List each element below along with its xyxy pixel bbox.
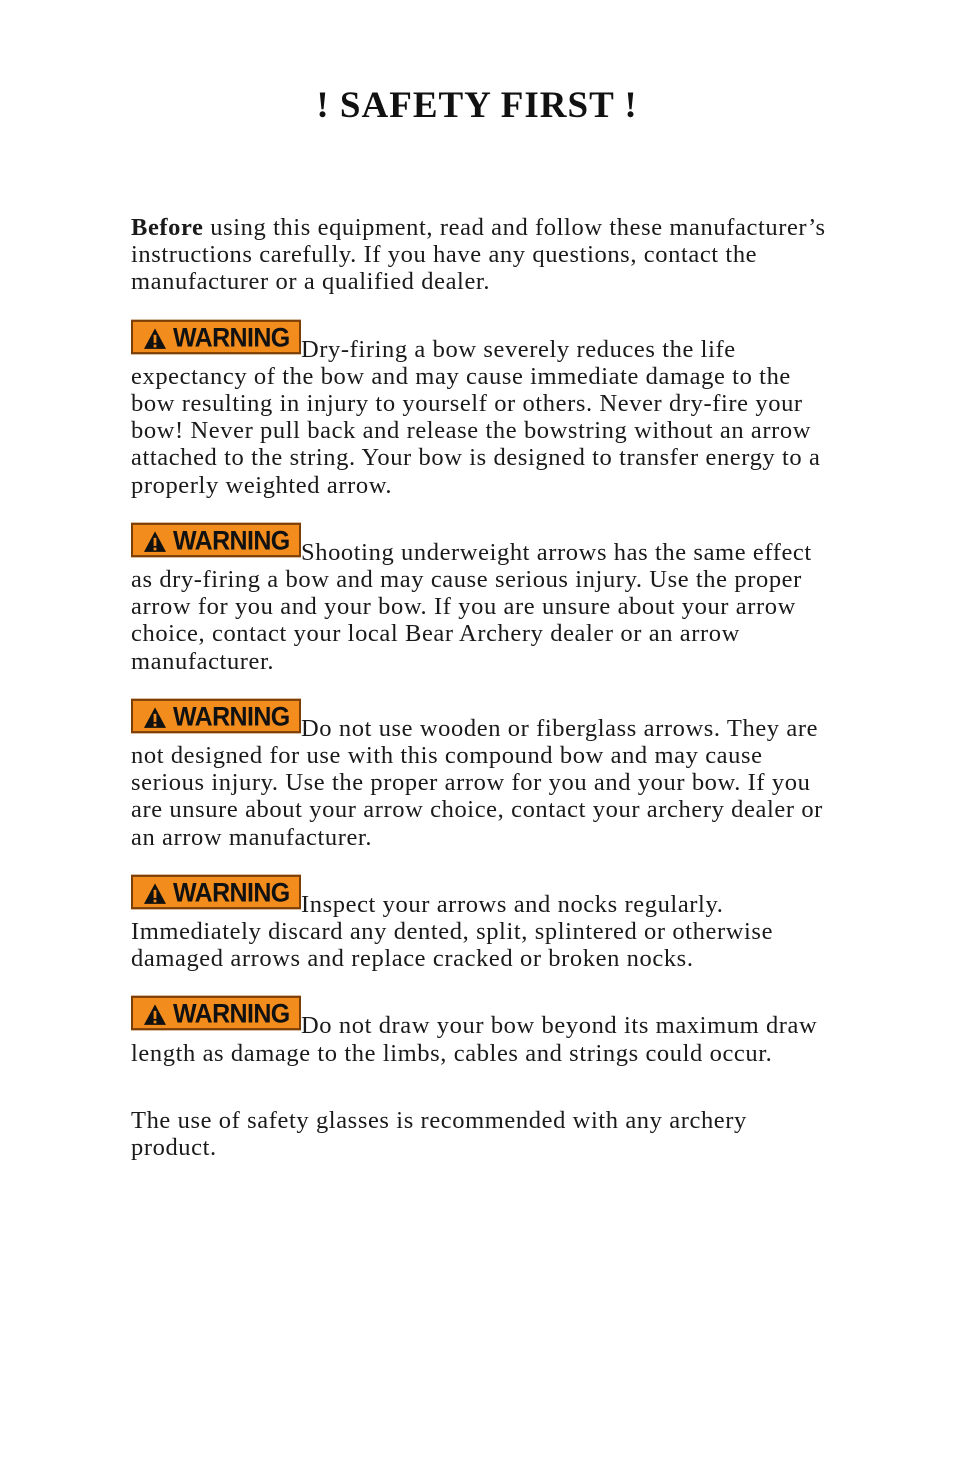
warning-triangle-icon	[143, 530, 167, 553]
warning-paragraph-underweight-arrows	[131, 525, 831, 675]
intro-text: using this equipment, read and follow these manufacturer’s instructions carefully. If you have any questions, contact the manufacturer or a qualified dealer.	[131, 214, 826, 296]
page-title: ! SAFETY FIRST !	[316, 85, 638, 126]
warning-badge	[131, 699, 301, 734]
warning-paragraph-wooden-arrows	[131, 701, 831, 851]
closing-paragraph: The use of safety glasses is recommended with any archery product.	[131, 1106, 747, 1162]
warning-paragraph-inspect-arrows	[131, 877, 831, 973]
warning-label: WARNING	[173, 322, 290, 353]
warning-label: WARNING	[173, 701, 290, 733]
intro-bold-lead: Before	[131, 214, 204, 241]
warning-text: Do not use wooden or fiberglass arrows. They are not designed for use with this compound bow and may cause serious injury. Use the proper arrow for you and your bow. If you are unsure about your arrow choice, contact your archery dealer or an arrow manufacturer.	[131, 714, 823, 851]
warning-label: WARNING	[173, 999, 290, 1030]
warning-paragraph-draw-length	[131, 999, 831, 1067]
warning-text: Dry-firing a bow severely reduces the life expectancy of the bow and may cause immediate damage to the bow resulting in injury to yourself or others. Never dry-fire your bow! Never pull back and release the bowstring without an arrow attached to the string. Your bow is designed to transfer energy to a properly weighted arrow.	[131, 335, 821, 499]
intro-paragraph	[131, 214, 831, 296]
warning-badge	[131, 875, 301, 910]
warning-text: Inspect your arrows and nocks regularly. Immediately discard any dented, split, splintered or otherwise damaged arrows and replace cracked or broken nocks.	[131, 890, 774, 973]
warning-triangle-icon	[143, 882, 167, 905]
warning-triangle-icon	[143, 327, 167, 350]
warning-badge	[131, 523, 301, 558]
warning-paragraph-dry-fire	[131, 322, 831, 499]
warning-badge	[131, 319, 301, 354]
warning-text: Shooting underweight arrows has the same effect as dry-firing a bow and may cause serious injury. Use the proper arrow for you and your bow. If you are unsure about your arrow choice, contact your local Bear Archery dealer or an arrow manufacturer.	[131, 538, 812, 675]
warning-label: WARNING	[173, 877, 290, 909]
warning-label: WARNING	[173, 525, 290, 557]
warning-triangle-icon	[143, 706, 167, 729]
warning-triangle-icon	[143, 1004, 167, 1027]
warning-text: Do not draw your bow beyond its maximum draw length as damage to the limbs, cables and strings could occur.	[131, 1012, 818, 1067]
safety-content	[131, 214, 831, 1161]
warning-badge	[131, 996, 301, 1031]
